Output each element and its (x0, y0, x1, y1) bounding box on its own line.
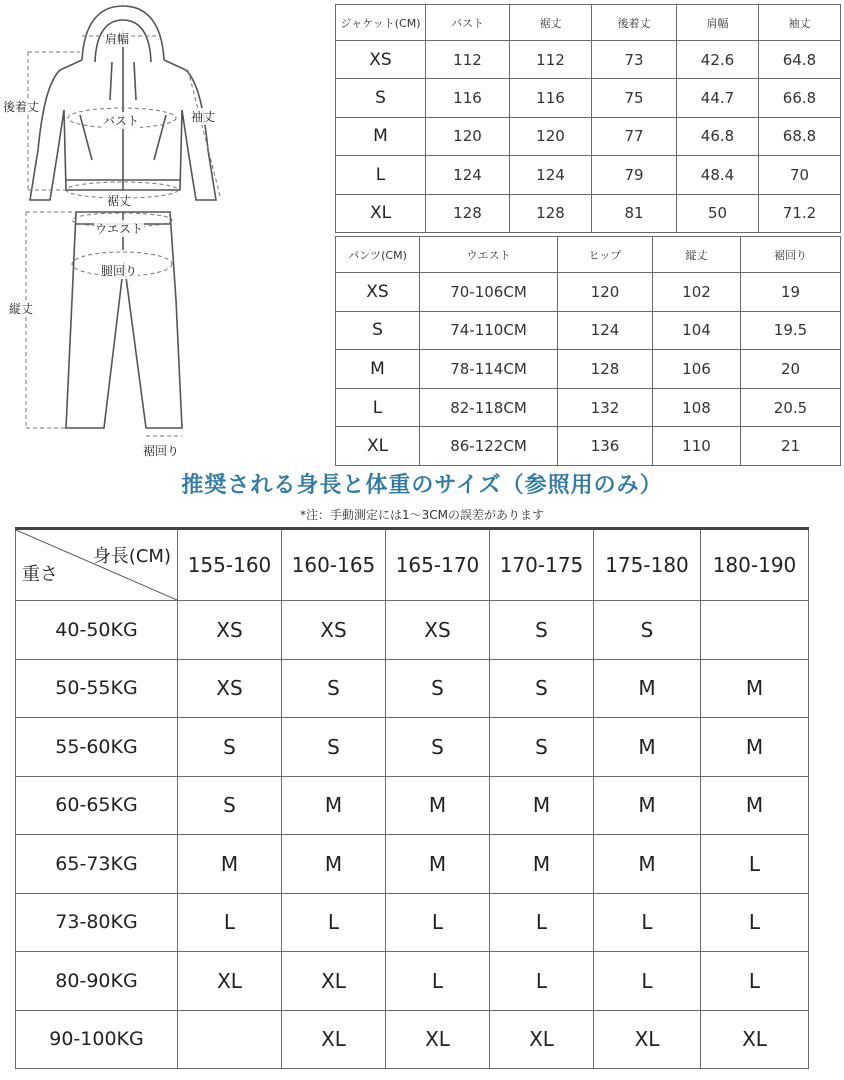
table-cell: 124 (558, 311, 653, 350)
size-cell: M (490, 835, 594, 894)
weight-cell: 50-55KG (16, 659, 178, 718)
weight-cell: 73-80KG (16, 893, 178, 952)
bust-label: バスト (103, 114, 140, 128)
size-cell: M (386, 776, 490, 835)
table-cell: 116 (510, 79, 592, 117)
table-cell: 74-110CM (420, 311, 558, 350)
size-cell: L (282, 893, 386, 952)
pants-header-cell: ウエスト (420, 237, 558, 273)
table-row (16, 952, 809, 1011)
size-cell: L (701, 835, 809, 894)
size-cell: L (594, 893, 701, 952)
size-cell: M (701, 718, 809, 777)
size-cell: XS (336, 273, 420, 312)
tracksuit-illustration (0, 0, 330, 470)
waist-label: ウエスト (95, 222, 144, 236)
table-cell: 108 (653, 388, 741, 427)
table-cell: 73 (592, 41, 677, 79)
size-cell: S (178, 776, 282, 835)
table-cell: 71.2 (759, 194, 841, 232)
table-cell: 81 (592, 194, 677, 232)
jacket-size-table (335, 4, 841, 233)
weight-cell: 90-100KG (16, 1010, 178, 1069)
hem-round-label: 裾回り (143, 444, 180, 458)
table-cell: 128 (510, 194, 592, 232)
table-row (336, 273, 841, 312)
table-cell: 104 (653, 311, 741, 350)
table-cell: 50 (677, 194, 759, 232)
size-cell: M (386, 835, 490, 894)
table-cell: 64.8 (759, 41, 841, 79)
size-cell: XL (594, 1010, 701, 1069)
size-cell: M (594, 776, 701, 835)
length-label: 縦丈 (9, 302, 34, 316)
table-cell: 124 (510, 156, 592, 194)
table-cell: 116 (426, 79, 510, 117)
table-cell: 20 (741, 350, 841, 389)
table-cell: 48.4 (677, 156, 759, 194)
table-cell: 128 (558, 350, 653, 389)
height-header-cell: 155-160 (178, 529, 282, 601)
hem-label: 裾丈 (107, 194, 132, 208)
size-cell: L (336, 388, 420, 427)
table-cell: 70-106CM (420, 273, 558, 312)
size-cell: XS (386, 601, 490, 660)
size-cell: XL (178, 952, 282, 1011)
size-cell: S (594, 601, 701, 660)
size-cell: M (178, 835, 282, 894)
table-cell: 112 (426, 41, 510, 79)
garment-diagram (0, 0, 330, 470)
table-cell: 120 (426, 117, 510, 155)
size-cell: M (490, 776, 594, 835)
jacket-header-cell: 裾丈 (510, 5, 592, 41)
size-cell: S (490, 718, 594, 777)
recommendation-table (15, 527, 809, 1069)
jacket-header-cell: ジャケット(CM) (336, 5, 426, 41)
pants-header-cell: 縦丈 (653, 237, 741, 273)
pants-header-cell: ヒップ (558, 237, 653, 273)
table-cell: 128 (426, 194, 510, 232)
size-cell: S (336, 311, 420, 350)
table-cell: 120 (510, 117, 592, 155)
table-row (336, 79, 841, 117)
size-cell: XL (336, 427, 420, 466)
size-cell: M (336, 117, 426, 155)
table-row (336, 41, 841, 79)
weight-cell: 40-50KG (16, 601, 178, 660)
table-row (336, 311, 841, 350)
size-cell: XL (282, 952, 386, 1011)
size-cell: M (701, 659, 809, 718)
table-cell: 82-118CM (420, 388, 558, 427)
table-cell: 44.7 (677, 79, 759, 117)
height-header-cell: 165-170 (386, 529, 490, 601)
jacket-header-cell: 肩幅 (677, 5, 759, 41)
table-cell: 68.8 (759, 117, 841, 155)
size-cell: XS (282, 601, 386, 660)
table-cell: 110 (653, 427, 741, 466)
size-cell: L (178, 893, 282, 952)
size-cell: L (490, 952, 594, 1011)
pants-size-table (335, 236, 841, 466)
size-cell: S (490, 601, 594, 660)
table-cell: 42.6 (677, 41, 759, 79)
table-cell: 78-114CM (420, 350, 558, 389)
size-cell: S (386, 659, 490, 718)
table-row (16, 835, 809, 894)
height-axis-label: 身長(CM) (92, 546, 171, 567)
size-cell: M (594, 835, 701, 894)
back-length-label: 後着丈 (3, 100, 40, 114)
table-cell: 21 (741, 427, 841, 466)
size-cell: S (490, 659, 594, 718)
size-cell: XL (386, 1010, 490, 1069)
measurement-note: *注：手動測定には1～3CMの誤差があります (299, 508, 544, 522)
pants-header-cell: パンツ(CM) (336, 237, 420, 273)
height-header-cell: 180-190 (701, 529, 809, 601)
size-cell: L (386, 952, 490, 1011)
size-cell: XS (336, 41, 426, 79)
height-header-cell: 175-180 (594, 529, 701, 601)
table-row (16, 659, 809, 718)
weight-cell: 65-73KG (16, 835, 178, 894)
jacket-header-row (336, 5, 841, 41)
shoulder-label: 肩幅 (105, 32, 130, 46)
size-cell: L (594, 952, 701, 1011)
table-cell: 77 (592, 117, 677, 155)
table-cell: 86-122CM (420, 427, 558, 466)
pants-header-cell: 裾回り (741, 237, 841, 273)
size-cell: L (490, 893, 594, 952)
size-cell: M (282, 776, 386, 835)
table-cell: 19.5 (741, 311, 841, 350)
jacket-header-cell: 後着丈 (592, 5, 677, 41)
table-cell: 136 (558, 427, 653, 466)
size-cell: M (594, 659, 701, 718)
size-cell (178, 1010, 282, 1069)
size-cell: L (701, 952, 809, 1011)
table-cell: 79 (592, 156, 677, 194)
size-cell: XS (178, 659, 282, 718)
size-cell: L (701, 893, 809, 952)
size-cell: M (701, 776, 809, 835)
size-cell: XL (336, 194, 426, 232)
table-row (336, 117, 841, 155)
table-cell: 19 (741, 273, 841, 312)
size-cell: S (178, 718, 282, 777)
height-header-cell: 170-175 (490, 529, 594, 601)
table-row (16, 893, 809, 952)
weight-cell: 55-60KG (16, 718, 178, 777)
table-cell: 20.5 (741, 388, 841, 427)
size-cell: XL (490, 1010, 594, 1069)
pants-header-row (336, 237, 841, 273)
table-cell: 132 (558, 388, 653, 427)
size-cell: S (386, 718, 490, 777)
table-row (336, 427, 841, 466)
sleeve-label: 袖丈 (191, 110, 216, 124)
jacket-header-cell: 袖丈 (759, 5, 841, 41)
weight-axis-label: 重さ (22, 564, 58, 585)
size-cell: M (336, 350, 420, 389)
recommendation-title: 推奨される身長と体重のサイズ（参照用のみ） (181, 473, 663, 498)
size-cell: L (386, 893, 490, 952)
table-cell: 70 (759, 156, 841, 194)
size-cell: S (336, 79, 426, 117)
weight-cell: 80-90KG (16, 952, 178, 1011)
table-row (16, 718, 809, 777)
corner-cell (16, 529, 178, 601)
table-row (336, 388, 841, 427)
size-cell: XS (178, 601, 282, 660)
table-row (16, 601, 809, 660)
size-cell: XL (282, 1010, 386, 1069)
size-cell: L (336, 156, 426, 194)
table-cell: 102 (653, 273, 741, 312)
table-row (16, 1010, 809, 1069)
table-row (336, 350, 841, 389)
table-cell: 112 (510, 41, 592, 79)
size-cell: M (282, 835, 386, 894)
table-cell: 106 (653, 350, 741, 389)
height-header-cell: 160-165 (282, 529, 386, 601)
size-cell: M (594, 718, 701, 777)
weight-cell: 60-65KG (16, 776, 178, 835)
table-cell: 46.8 (677, 117, 759, 155)
size-cell: XL (701, 1010, 809, 1069)
table-row (16, 776, 809, 835)
table-row (336, 194, 841, 232)
jacket-header-cell: バスト (426, 5, 510, 41)
table-row (336, 156, 841, 194)
size-cell: S (282, 659, 386, 718)
table-cell: 120 (558, 273, 653, 312)
size-cell (701, 601, 809, 660)
height-header-row (16, 529, 809, 601)
size-cell: S (282, 718, 386, 777)
table-cell: 75 (592, 79, 677, 117)
thigh-label: 腿回り (101, 264, 138, 278)
table-cell: 124 (426, 156, 510, 194)
table-cell: 66.8 (759, 79, 841, 117)
